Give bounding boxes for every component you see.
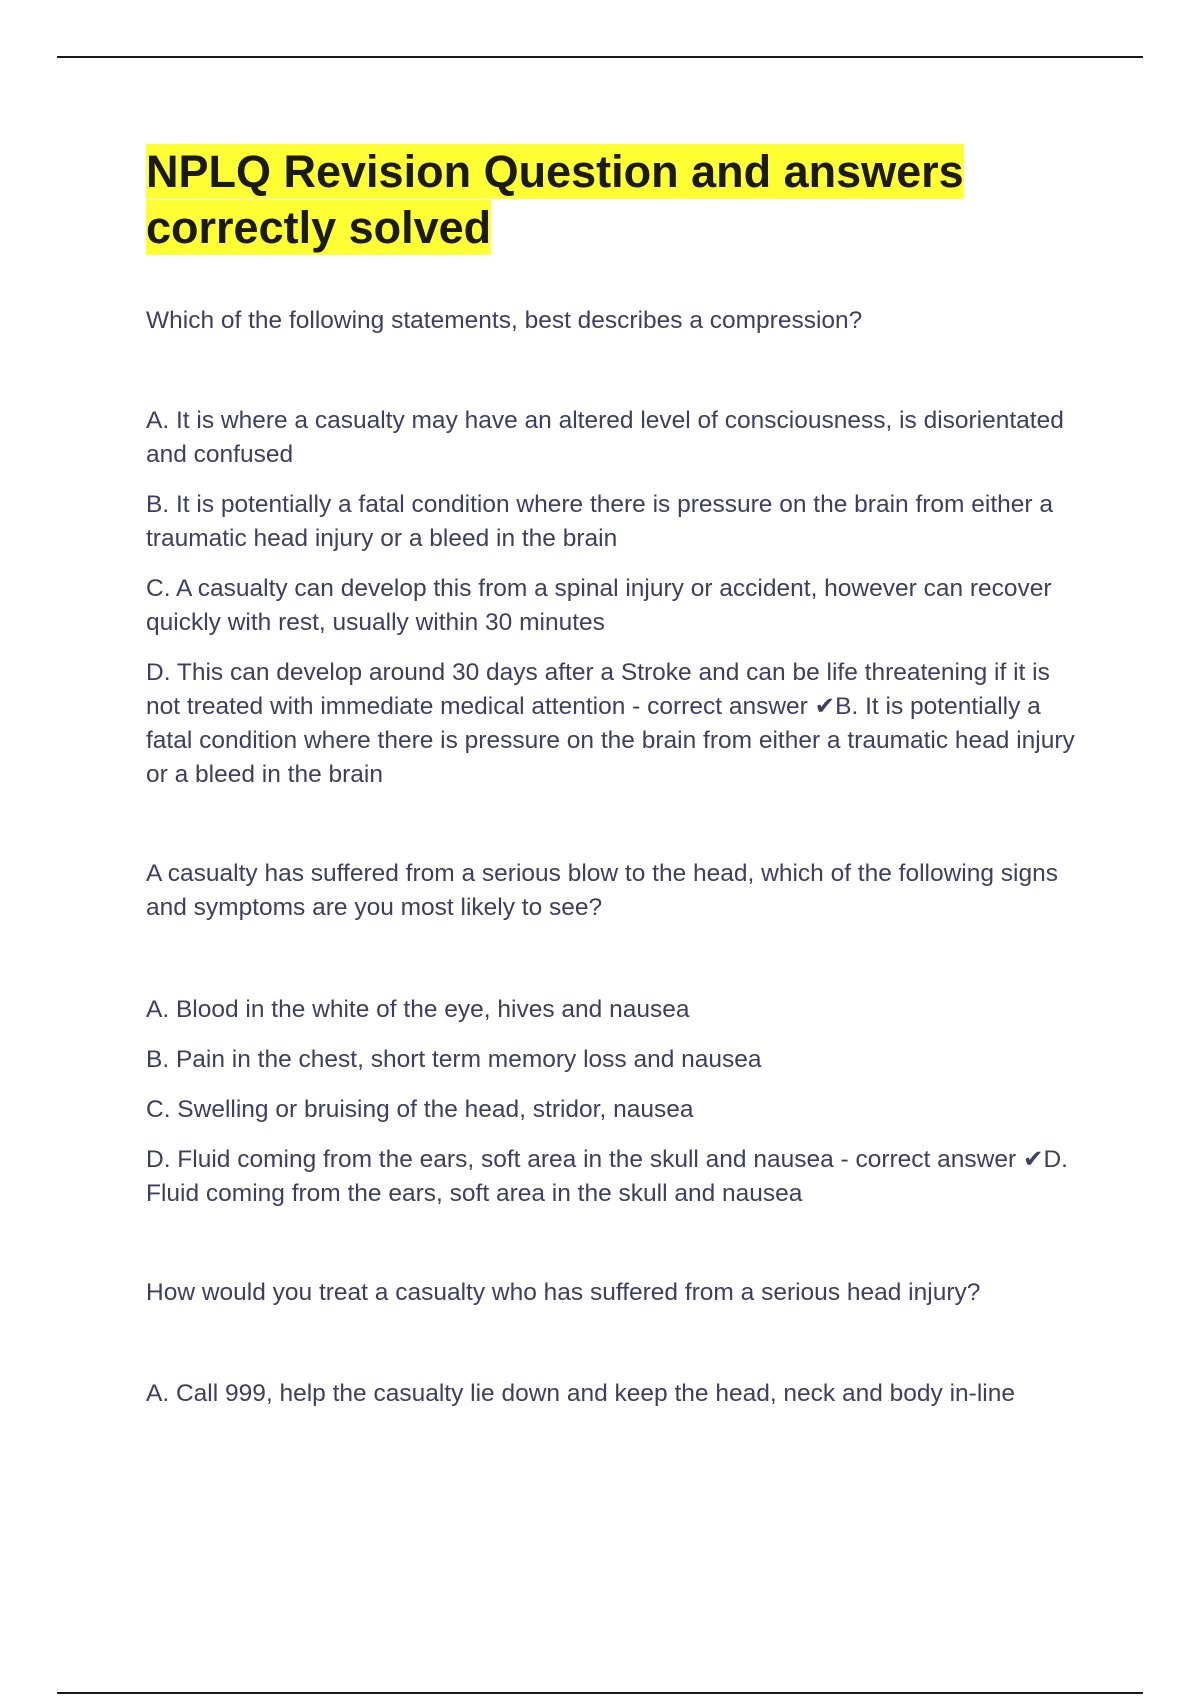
question-1-option-a: A. It is where a casualty may have an altered level of consciousness, is disorientated and confused xyxy=(146,407,1064,468)
question-2-option-a: A. Blood in the white of the eye, hives and nausea xyxy=(146,996,690,1023)
question-1-option-c: C. A casualty can develop this from a spinal injury or accident, however can recover quickly with rest, usually within 30 minutes xyxy=(146,575,1052,636)
top-rule xyxy=(57,56,1143,58)
bottom-rule xyxy=(57,1692,1143,1694)
question-2-option-b: B. Pain in the chest, short term memory loss and nausea xyxy=(146,1046,762,1073)
question-3: How would you treat a casualty who has suffered from a serious head injury? xyxy=(146,1279,981,1306)
document-title xyxy=(146,144,1086,256)
question-1-option-b: B. It is potentially a fatal condition where there is pressure on the brain from either a traumatic head injury or a bleed in the brain xyxy=(146,491,1053,552)
question-2-option-c: C. Swelling or bruising of the head, stridor, nausea xyxy=(146,1096,694,1123)
question-2: A casualty has suffered from a serious blow to the head, which of the following signs and symptoms are you most likely to see? xyxy=(146,860,1059,921)
question-1: Which of the following statements, best describes a compression? xyxy=(146,307,863,334)
title-highlight: NPLQ Revision Question and answers correctly solved xyxy=(146,146,964,253)
question-1-option-d-answer: D. This can develop around 30 days after a Stroke and can be life threatening if it is not treated with immediate medical attention - correct answer ✔B. It is potentially a fatal condition where there is pressure on the brain from either a traumatic head injury or a bleed in the brain xyxy=(146,659,1075,788)
question-2-option-d-answer: D. Fluid coming from the ears, soft area in the skull and nausea - correct answer ✔D. Fluid coming from the ears, soft area in the skull and nausea xyxy=(146,1146,1068,1207)
question-3-option-a: A. Call 999, help the casualty lie down and keep the head, neck and body in-line xyxy=(146,1380,1015,1407)
